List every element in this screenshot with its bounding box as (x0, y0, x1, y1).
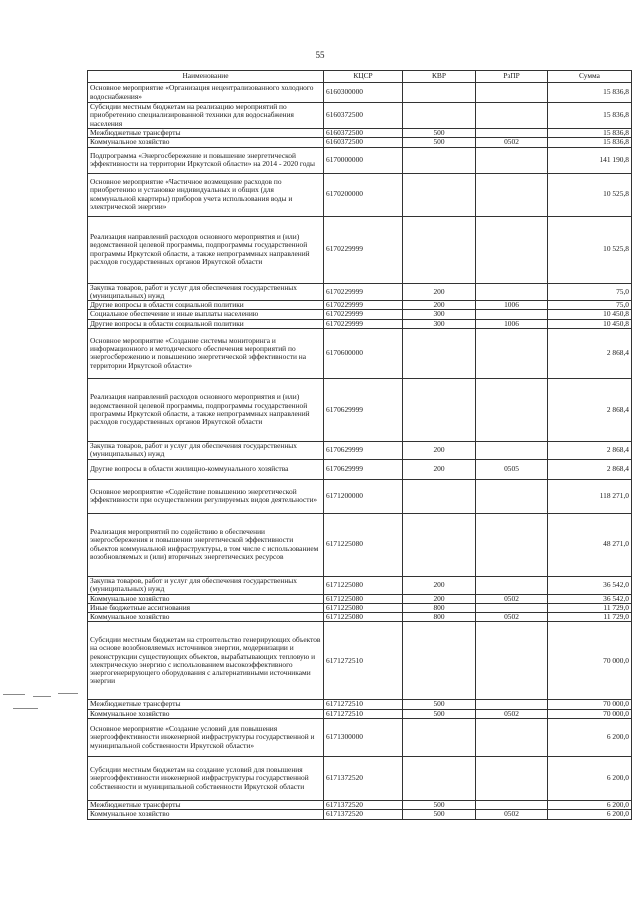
row-kvr: 500 (403, 129, 476, 138)
row-sum: 10 450,8 (548, 310, 632, 319)
table-row (88, 138, 632, 147)
table-row (88, 709, 632, 718)
header-sum: Сумма (548, 71, 632, 83)
row-rzpr (476, 800, 548, 809)
row-name: Межбюджетные трансферты (88, 129, 324, 138)
row-kvr (403, 328, 476, 378)
table-row (88, 216, 632, 283)
row-sum: 36 542,0 (548, 576, 632, 594)
row-rzpr (476, 513, 548, 576)
table-row (88, 810, 632, 819)
row-ktsr: 6171225080 (324, 576, 403, 594)
table-row (88, 576, 632, 594)
row-kvr (403, 173, 476, 216)
row-kvr (403, 83, 476, 103)
row-rzpr: 0502 (476, 138, 548, 147)
row-ktsr: 6171372520 (324, 756, 403, 800)
row-name: Другие вопросы в области социальной политики (88, 301, 324, 310)
row-rzpr (476, 83, 548, 103)
row-kvr: 200 (403, 283, 476, 301)
row-rzpr: 1006 (476, 301, 548, 310)
table-row (88, 622, 632, 700)
row-name: Межбюджетные трансферты (88, 700, 324, 709)
table-row (88, 441, 632, 459)
row-rzpr (476, 622, 548, 700)
row-name: Коммунальное хозяйство (88, 613, 324, 622)
row-ktsr: 6170229999 (324, 310, 403, 319)
row-rzpr (476, 441, 548, 459)
row-sum: 70 000,0 (548, 709, 632, 718)
row-kvr: 500 (403, 138, 476, 147)
table-row (88, 603, 632, 612)
row-name: Субсидии местным бюджетам на реализацию мероприятий по приобретению специализированной техники для водоснабжения населения (88, 103, 324, 129)
table-row (88, 103, 632, 129)
row-sum: 75,0 (548, 301, 632, 310)
row-rzpr (476, 216, 548, 283)
row-rzpr (476, 576, 548, 594)
row-rzpr (476, 129, 548, 138)
row-kvr (403, 103, 476, 129)
row-name: Подпрограмма «Энергосбережение и повышение энергетической эффективности на территории Иркутской области» на 2014 - 2020 годы (88, 147, 324, 173)
margin-scribble (3, 686, 83, 716)
table-row (88, 328, 632, 378)
row-sum: 15 836,8 (548, 129, 632, 138)
row-name: Основное мероприятие «Создание условий для повышения энергоэффективности инженерной инфраструктуры государственной и муниципальной собственности Иркутской области» (88, 718, 324, 756)
row-sum: 36 542,0 (548, 594, 632, 603)
row-sum: 15 836,8 (548, 103, 632, 129)
row-kvr: 200 (403, 576, 476, 594)
row-ktsr: 6160372500 (324, 138, 403, 147)
page-number: 55 (315, 50, 325, 60)
row-name: Основное мероприятие «Организация нецентрализованного холодного водоснабжения» (88, 83, 324, 103)
row-rzpr (476, 603, 548, 612)
row-ktsr: 6170229999 (324, 283, 403, 301)
row-name: Коммунальное хозяйство (88, 138, 324, 147)
table-row (88, 756, 632, 800)
row-ktsr: 6170200000 (324, 173, 403, 216)
row-sum: 75,0 (548, 283, 632, 301)
table-row (88, 700, 632, 709)
row-kvr: 800 (403, 603, 476, 612)
row-ktsr: 6171200000 (324, 479, 403, 513)
row-kvr: 200 (403, 594, 476, 603)
row-ktsr: 6171372520 (324, 810, 403, 819)
table-row (88, 310, 632, 319)
row-kvr: 200 (403, 301, 476, 310)
row-sum: 141 190,8 (548, 147, 632, 173)
row-rzpr (476, 328, 548, 378)
row-kvr (403, 147, 476, 173)
row-sum: 6 200,0 (548, 718, 632, 756)
row-ktsr: 6171372520 (324, 800, 403, 809)
row-sum: 2 868,4 (548, 459, 632, 479)
row-ktsr: 6170000000 (324, 147, 403, 173)
row-ktsr: 6171225080 (324, 594, 403, 603)
row-kvr: 500 (403, 800, 476, 809)
table-row (88, 173, 632, 216)
row-kvr: 300 (403, 319, 476, 328)
table-row (88, 378, 632, 441)
row-ktsr: 6171272510 (324, 709, 403, 718)
table-row (88, 613, 632, 622)
row-sum: 118 271,0 (548, 479, 632, 513)
row-sum: 2 868,4 (548, 378, 632, 441)
row-sum: 15 836,8 (548, 138, 632, 147)
table-row (88, 283, 632, 301)
row-name: Межбюджетные трансферты (88, 800, 324, 809)
row-ktsr: 6170629999 (324, 459, 403, 479)
row-name: Реализация мероприятий по содействию в обеспечении энергосбережения и повышении энергетической эффективности объектов коммунальной инфраструктуры, в том числе с использованием возобновляемых и (или) вторичных энергетических ресурсов (88, 513, 324, 576)
row-ktsr: 6160372500 (324, 129, 403, 138)
row-kvr: 200 (403, 441, 476, 459)
row-kvr (403, 216, 476, 283)
row-sum: 10 525,8 (548, 173, 632, 216)
row-rzpr: 0505 (476, 459, 548, 479)
row-rzpr: 0502 (476, 594, 548, 603)
table-row (88, 594, 632, 603)
table-row (88, 301, 632, 310)
table-header-row (88, 71, 632, 83)
row-rzpr (476, 283, 548, 301)
row-name: Реализация направлений расходов основного мероприятия и (или) ведомственной целевой программы, подпрограммы государственной программы Иркутской области, а также непрограммных направлений расходов государственных органов Иркутской области (88, 216, 324, 283)
table-row (88, 800, 632, 809)
row-rzpr (476, 173, 548, 216)
row-name: Основное мероприятие «Создание системы мониторинга и информационного и методического обеспечения мероприятий по энергосбережению и повышению энергетической эффективности на территории Иркутской области» (88, 328, 324, 378)
budget-table (87, 70, 632, 820)
row-kvr: 500 (403, 810, 476, 819)
header-name: Наименование (88, 71, 324, 83)
row-rzpr: 0502 (476, 709, 548, 718)
row-ktsr: 6170629999 (324, 378, 403, 441)
row-sum: 70 000,0 (548, 622, 632, 700)
row-rzpr (476, 756, 548, 800)
row-kvr (403, 718, 476, 756)
row-name: Коммунальное хозяйство (88, 594, 324, 603)
row-rzpr: 1006 (476, 319, 548, 328)
table-row (88, 718, 632, 756)
row-sum: 70 000,0 (548, 700, 632, 709)
table-row (88, 319, 632, 328)
row-ktsr: 6171300000 (324, 718, 403, 756)
row-kvr (403, 513, 476, 576)
row-name: Другие вопросы в области жилищно-коммунального хозяйства (88, 459, 324, 479)
row-sum: 2 868,4 (548, 441, 632, 459)
row-kvr: 800 (403, 613, 476, 622)
row-sum: 48 271,0 (548, 513, 632, 576)
row-kvr (403, 479, 476, 513)
row-kvr (403, 378, 476, 441)
table-row (88, 147, 632, 173)
row-ktsr: 6170229999 (324, 216, 403, 283)
row-kvr: 200 (403, 459, 476, 479)
row-kvr: 500 (403, 709, 476, 718)
row-name: Реализация направлений расходов основного мероприятия и (или) ведомственной целевой программы, подпрограммы государственной программы Иркутской области, а также непрограммных направлений расходов государственных органов Иркутской области (88, 378, 324, 441)
row-rzpr (476, 700, 548, 709)
row-sum: 6 200,0 (548, 810, 632, 819)
row-ktsr: 6171225080 (324, 603, 403, 612)
row-ktsr: 6160300000 (324, 83, 403, 103)
row-name: Закупка товаров, работ и услуг для обеспечения государственных (муниципальных) нужд (88, 576, 324, 594)
row-kvr: 500 (403, 700, 476, 709)
row-name: Закупка товаров, работ и услуг для обеспечения государственных (муниципальных) нужд (88, 441, 324, 459)
table-row (88, 129, 632, 138)
row-rzpr: 0502 (476, 613, 548, 622)
row-rzpr (476, 479, 548, 513)
row-name: Субсидии местным бюджетам на создание условий для повышения энергоэффективности инженерной инфраструктуры государственной собственности и муниципальной собственности Иркутской области (88, 756, 324, 800)
row-sum: 15 836,8 (548, 83, 632, 103)
row-name: Социальное обеспечение и иные выплаты населению (88, 310, 324, 319)
row-ktsr: 6171272510 (324, 700, 403, 709)
row-sum: 6 200,0 (548, 800, 632, 809)
row-rzpr (476, 378, 548, 441)
row-name: Субсидии местным бюджетам на строительство генерирующих объектов на основе возобновляемых источников энергии, модернизации и реконструкции существующих объектов, вырабатывающих тепловую и электрическую энергию с использованием высокоэффективного энергогенерирующего оборудования с альтернативными источниками энергии (88, 622, 324, 700)
row-rzpr: 0502 (476, 810, 548, 819)
row-rzpr (476, 103, 548, 129)
row-ktsr: 6171225080 (324, 513, 403, 576)
row-sum: 6 200,0 (548, 756, 632, 800)
row-name: Основное мероприятие «Частичное возмещение расходов по приобретению и установке индивидуальных и общих (для коммунальной квартиры) приборов учета использования воды и электрической энергии» (88, 173, 324, 216)
row-ktsr: 6160372500 (324, 103, 403, 129)
table-row (88, 479, 632, 513)
table-row (88, 513, 632, 576)
row-name: Коммунальное хозяйство (88, 709, 324, 718)
row-ktsr: 6171272510 (324, 622, 403, 700)
row-sum: 11 729,0 (548, 613, 632, 622)
row-name: Коммунальное хозяйство (88, 810, 324, 819)
header-rzpr: РзПР (476, 71, 548, 83)
row-name: Основное мероприятие «Содействие повышению энергетической эффективности при осуществлении регулируемых видов деятельности» (88, 479, 324, 513)
row-name: Закупка товаров, работ и услуг для обеспечения государственных (муниципальных) нужд (88, 283, 324, 301)
row-sum: 2 868,4 (548, 328, 632, 378)
row-kvr: 300 (403, 310, 476, 319)
row-rzpr (476, 310, 548, 319)
row-ktsr: 6170229999 (324, 319, 403, 328)
row-sum: 10 450,8 (548, 319, 632, 328)
row-sum: 10 525,8 (548, 216, 632, 283)
table-row (88, 83, 632, 103)
row-kvr (403, 622, 476, 700)
row-ktsr: 6170600000 (324, 328, 403, 378)
row-name: Иные бюджетные ассигнования (88, 603, 324, 612)
row-ktsr: 6170629999 (324, 441, 403, 459)
header-ktsr: КЦСР (324, 71, 403, 83)
header-kvr: КВР (403, 71, 476, 83)
row-rzpr (476, 718, 548, 756)
row-ktsr: 6170229999 (324, 301, 403, 310)
row-sum: 11 729,0 (548, 603, 632, 612)
table-row (88, 459, 632, 479)
row-rzpr (476, 147, 548, 173)
row-kvr (403, 756, 476, 800)
row-name: Другие вопросы в области социальной политики (88, 319, 324, 328)
row-ktsr: 6171225080 (324, 613, 403, 622)
